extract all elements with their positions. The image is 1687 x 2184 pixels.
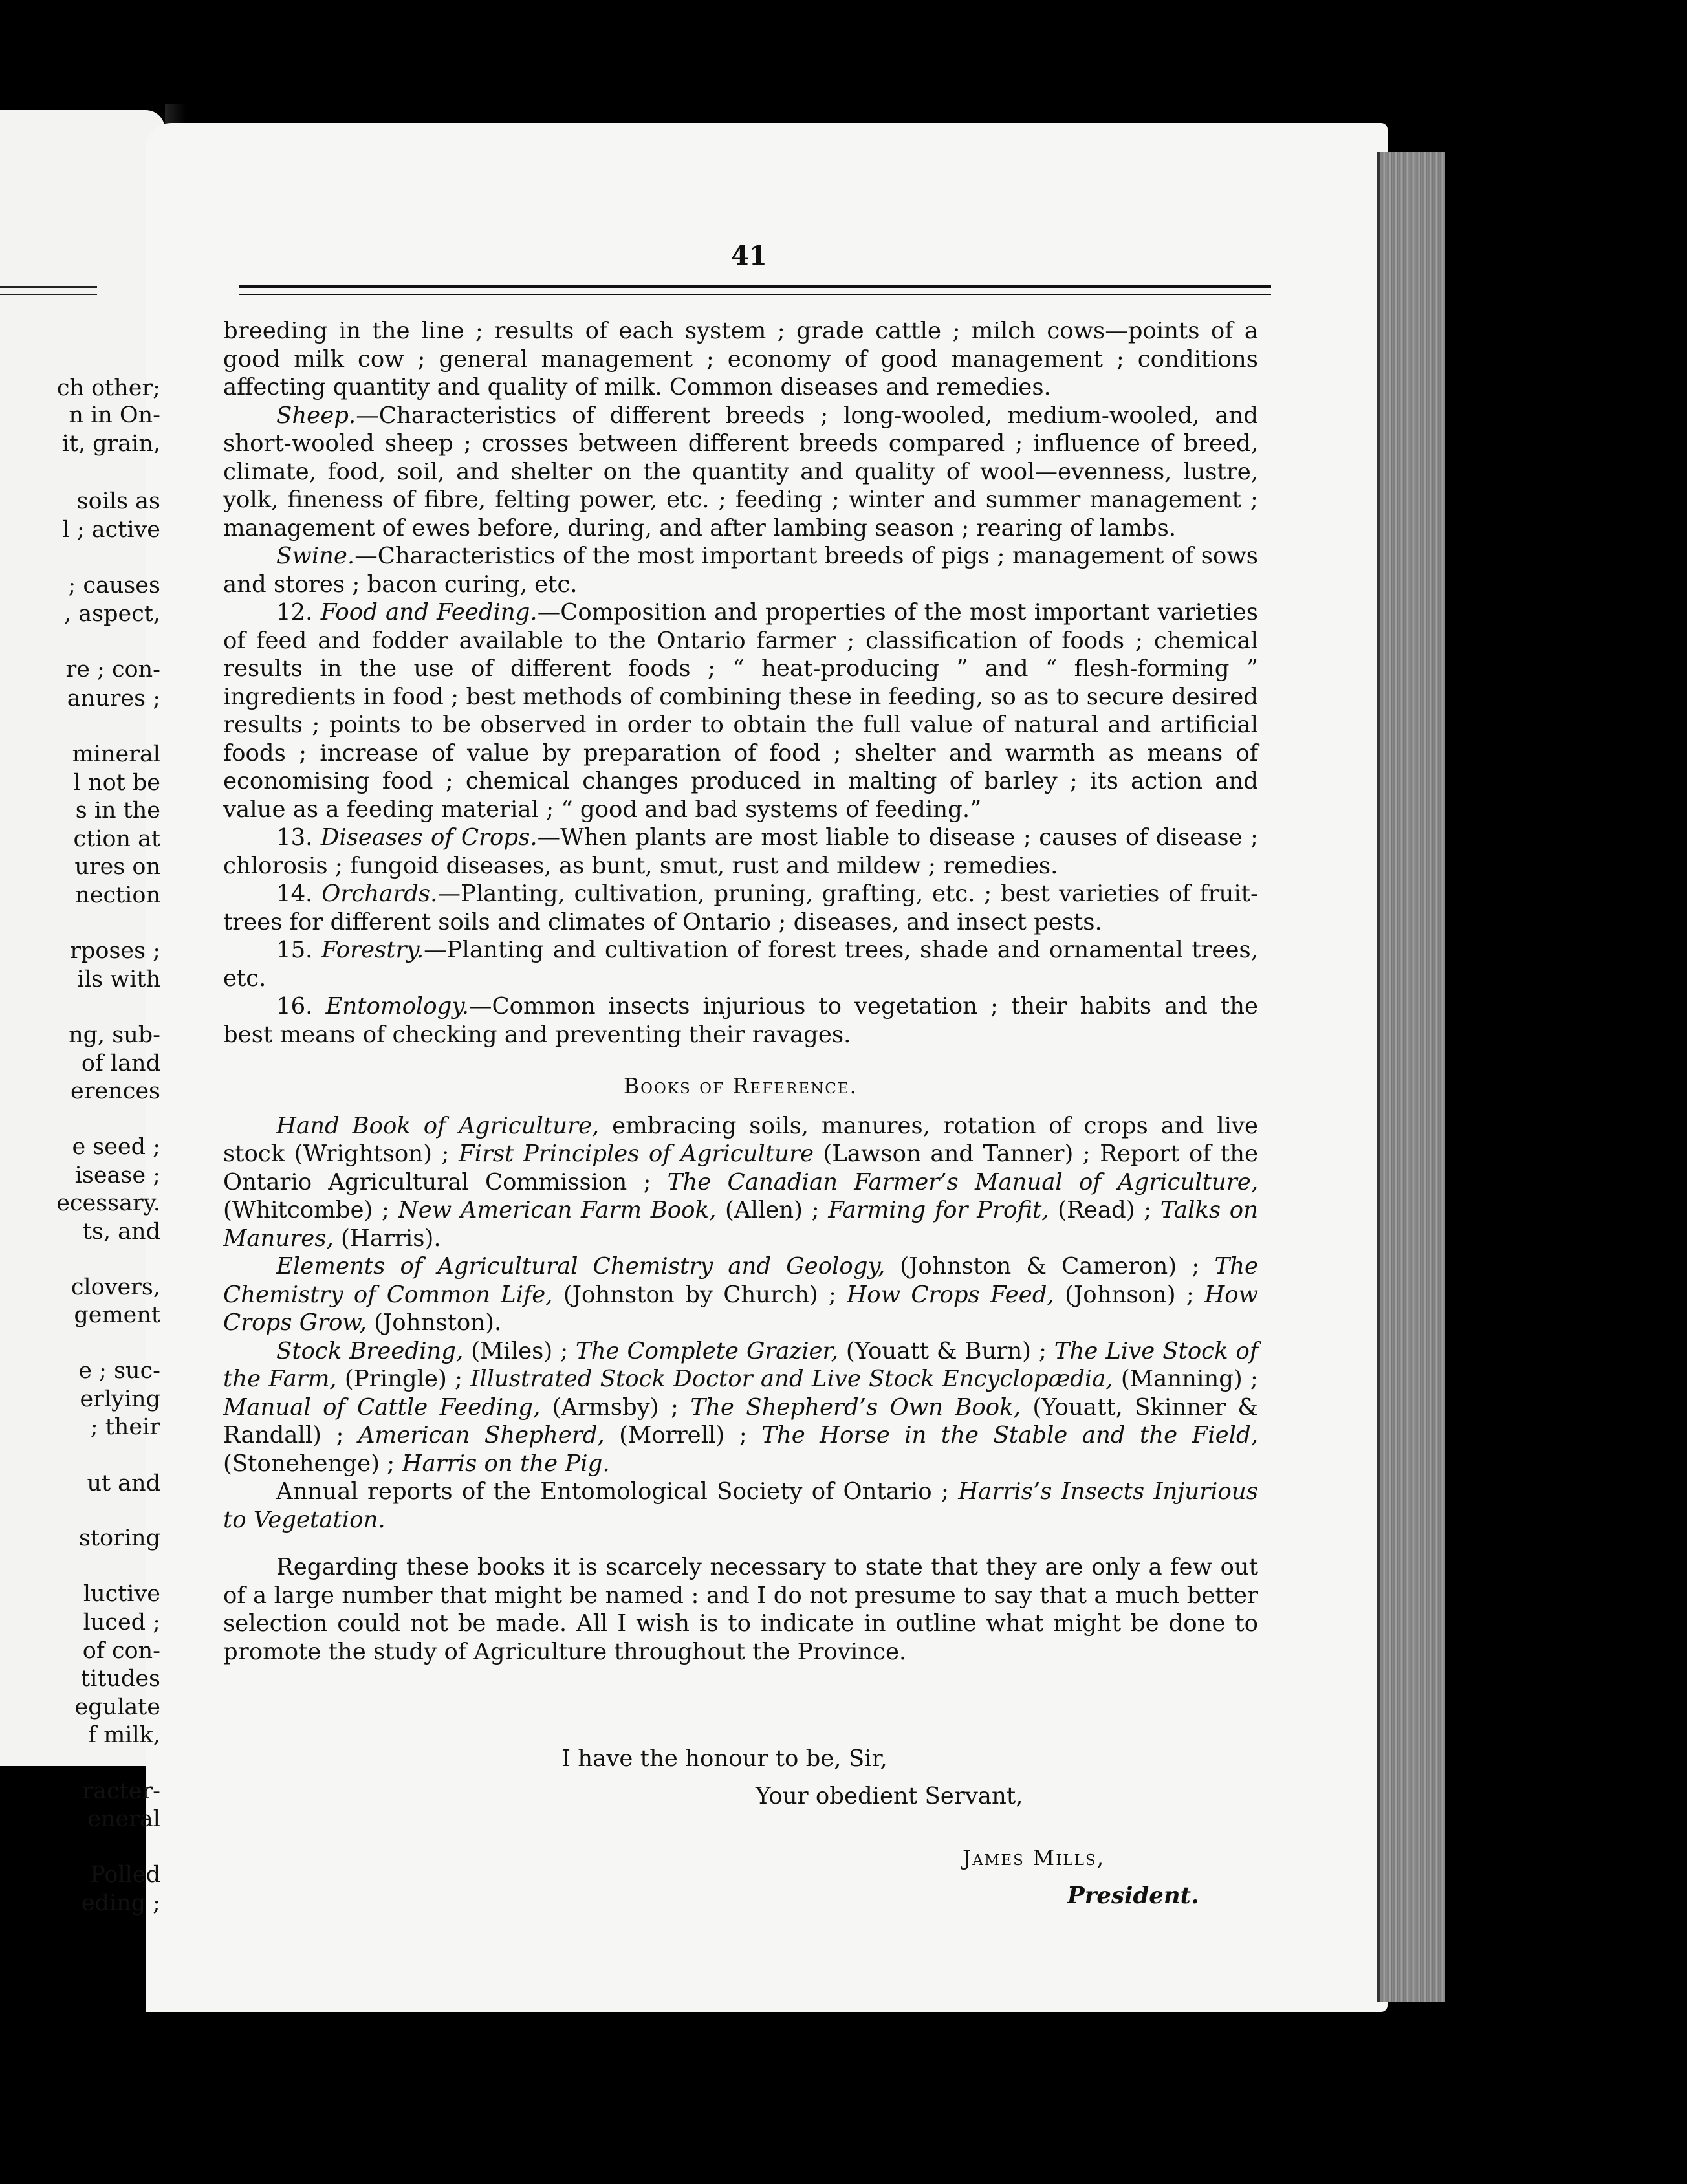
item-13 (223, 824, 1258, 880)
closing-paragraph: Regarding these books it is scarcely necessary to state that they are only a few out of a large number that might be named : and I do not presume to say that a much better selection could not be made. All I wish is to indicate in outline what might be done to promote the study of Agriculture throughout the Province. (223, 1554, 1258, 1665)
item-number: 15. (276, 937, 313, 963)
reference-text: (Miles) ; (463, 1337, 576, 1364)
reference-text: Annual reports of the Entomological Society of Ontario ; (276, 1478, 959, 1505)
facing-page-line: ng, sub- (69, 1022, 160, 1048)
reference-title: Elements of Agricultural Chemistry and Geology, (276, 1253, 886, 1280)
reference-title: Stock Breeding, (276, 1337, 464, 1364)
facing-page-line: of con- (82, 1638, 160, 1664)
paragraph-cattle: breeding in the line ; results of each system ; grade cattle ; milch cows—points of a good milk cow ; general management ; economy of good management ; conditions affecting quantity and quality of milk. Common diseases and remedies. (223, 318, 1258, 400)
facing-page-line: luced ; (83, 1610, 160, 1635)
facing-page-line: egulate (74, 1694, 160, 1720)
facing-page-line: e seed ; (72, 1134, 160, 1160)
reference-paragraph (223, 1478, 1258, 1534)
facing-page-line: of land (81, 1051, 160, 1076)
signature-complimentary-close: Your obedient Servant, (756, 1783, 1023, 1809)
facing-page-line: racter- (82, 1778, 160, 1804)
page-body-text (223, 317, 1258, 1666)
facing-page-line: ch other; (56, 375, 160, 401)
label-swine: Swine. (276, 543, 355, 569)
facing-page-line: gement (74, 1302, 160, 1328)
facing-page-line: storing (79, 1525, 160, 1551)
text-sheep: —Characteristics of different breeds ; long-wooled, medium-wooled, and short-wooled sheep ; crosses between different breeds compared ; influence of breed, climate, food, soil, and shelter on the quantity and quality of wool—evenness, lustre, yolk, fineness of fibre, felting power, etc. ; feeding ; winter and summer management ; management of ewes before, during, and after lambing season ; rearing of lambs. (223, 402, 1258, 541)
reference-title: First Principles of Agriculture (458, 1141, 814, 1167)
reference-title: Illustrated Stock Doctor and Live Stock Encyclopædia, (470, 1366, 1113, 1392)
item-text: —Planting and cultivation of forest trees, shade and ornamental trees, etc. (223, 937, 1258, 992)
reference-title: Harris on the Pig. (402, 1450, 610, 1477)
header-rule (239, 294, 1271, 295)
facing-page-line: n in On- (69, 402, 160, 428)
reference-text: (Whitcombe) ; (223, 1197, 398, 1223)
item-12 (223, 598, 1258, 824)
facing-page-rule (0, 286, 97, 288)
facing-page-line: eding ; (81, 1890, 160, 1916)
reference-title: The Horse in the Stable and the Field, (761, 1422, 1258, 1448)
facing-page-line: , aspect, (64, 601, 160, 627)
reference-title: American Shepherd, (358, 1422, 605, 1448)
reference-title: Manual of Cattle Feeding, (223, 1393, 541, 1421)
reference-text: (Manning) ; (1113, 1366, 1258, 1392)
facing-page-line: ut and (87, 1470, 160, 1496)
reference-text: (Pringle) ; (336, 1366, 471, 1392)
reference-title: The Chemistry of Common Life, (223, 1253, 1258, 1308)
facing-page-line: luctive (83, 1581, 160, 1607)
reference-text: (Read) ; (1049, 1197, 1160, 1223)
signature-salutation: I have the honour to be, Sir, (561, 1745, 887, 1772)
reference-title: The Live Stock of the Farm, (223, 1337, 1259, 1392)
reference-text: (Lawson and Tanner) ; Report of the Ontario Agricultural Commission ; (223, 1141, 1259, 1196)
facing-page-line: l ; active (62, 517, 160, 543)
page-number: 41 (731, 241, 767, 271)
facing-page-line: erlying (80, 1386, 160, 1412)
facing-page-line: e ; suc- (78, 1358, 160, 1384)
reference-title: Farming for Profit, (828, 1197, 1049, 1223)
facing-page-line: rposes ; (70, 938, 160, 964)
item-number: 12. (276, 599, 313, 626)
reference-text: (Stonehenge) ; (223, 1450, 402, 1477)
reference-title: The Canadian Farmer’s Manual of Agriculture, (667, 1168, 1258, 1196)
facing-page-line: erences (71, 1078, 160, 1104)
facing-page-line: ts, and (82, 1219, 160, 1245)
reference-text: (Youatt, Skinner & Randall) ; (223, 1393, 1258, 1448)
facing-page-line: mineral (72, 741, 160, 767)
item-label: Orchards. (321, 880, 438, 907)
item-label: Entomology. (325, 993, 470, 1020)
reference-title: Hand Book of Agriculture, (276, 1112, 600, 1139)
reference-title: The Complete Grazier, (576, 1337, 838, 1364)
reference-text: embracing soils, manures, rotation of crops and live stock (Wrightson) ; (223, 1112, 1258, 1167)
reference-title: How Crops Grow, (223, 1281, 1258, 1336)
reference-text: (Youatt & Burn) ; (838, 1337, 1054, 1364)
item-text: —Planting, cultivation, pruning, grafting, etc. ; best varieties of fruit-trees for different soils and climates of Ontario ; diseases, and insect pests. (223, 880, 1258, 935)
references-heading: Books of Reference. (623, 1073, 858, 1098)
reference-title: Talks on Manures, (223, 1197, 1258, 1252)
facing-page-line: it, grain, (61, 431, 160, 457)
reference-text: (Morrell) ; (604, 1422, 762, 1448)
item-label: Forestry. (321, 937, 424, 963)
item-16 (223, 992, 1258, 1049)
facing-page-line: ures on (74, 854, 160, 880)
facing-page-line: isease ; (74, 1163, 160, 1188)
facing-page-line: re ; con- (65, 657, 160, 682)
reference-text: (Johnston by Church) ; (552, 1281, 847, 1308)
facing-page-line: l not be (73, 770, 160, 796)
item-label: Food and Feeding. (320, 599, 538, 626)
item-number: 16. (276, 993, 313, 1020)
label-sheep: Sheep. (276, 402, 356, 429)
signature-title: President. (1067, 1883, 1199, 1909)
reference-text: (Johnson) ; (1054, 1281, 1205, 1308)
reference-text: (Harris). (333, 1225, 441, 1252)
facing-page-line: ; causes (68, 573, 160, 598)
item-label: Diseases of Crops. (320, 824, 538, 851)
reference-text: (Johnston). (366, 1309, 502, 1336)
item-15 (223, 936, 1258, 992)
facing-page-line: clovers, (71, 1274, 160, 1300)
facing-page-line: anures ; (67, 686, 160, 712)
reference-title: New American Farm Book, (398, 1197, 717, 1223)
facing-page-line: nection (75, 882, 160, 908)
item-text: —When plants are most liable to disease ; causes of disease ; chlorosis ; fungoid diseases, as bunt, smut, rust and mildew ; remedies. (223, 824, 1258, 879)
facing-page-line: s in the (75, 798, 160, 824)
facing-page-line: ils with (76, 966, 160, 992)
reference-paragraph (223, 1337, 1258, 1478)
facing-page-rule (0, 294, 97, 295)
facing-page-line: eneral (87, 1806, 160, 1832)
reference-title: How Crops Feed, (847, 1281, 1054, 1308)
reference-text: (Armsby) ; (540, 1393, 691, 1421)
facing-page-line: f milk, (88, 1722, 160, 1748)
page-fore-edge (1377, 152, 1445, 2002)
item-text: —Common insects injurious to vegetation ; their habits and the best means of checking and preventing their ravages. (223, 993, 1258, 1048)
reference-title: Harris’s Insects Injurious to Vegetation. (223, 1478, 1258, 1533)
reference-text: (Johnston & Cameron) ; (885, 1253, 1215, 1280)
facing-page-line: ecessary. (56, 1190, 160, 1216)
item-14 (223, 880, 1258, 936)
signature-name: James Mills, (963, 1845, 1105, 1870)
reference-paragraph (223, 1112, 1258, 1253)
facing-page-line: soils as (76, 488, 160, 514)
facing-page-line: Polled (90, 1862, 160, 1888)
header-rule (239, 285, 1271, 288)
facing-page-line: titudes (81, 1666, 160, 1692)
facing-page-line: ction at (73, 826, 160, 852)
paragraph-swine (223, 542, 1258, 598)
paragraph-sheep (223, 402, 1258, 543)
item-text: —Composition and properties of the most important varieties of feed and fodder available to the Ontario farmer ; classification of foods ; chemical results in the use of different foods ; “ heat-producing ” and “ flesh-forming ” ingredients in food ; best methods of combining these in feeding, so as to secure desired results ; points to be observed in order to obtain the full value of natural and artificial foods ; increase of value by preparation of food ; shelter and warmth as means of economising food ; chemical changes produced in malting of barley ; its action and value as a feeding material ; “ good and bad systems of feeding.” (223, 599, 1258, 823)
item-number: 14. (276, 880, 313, 907)
text-swine: —Characteristics of the most important breeds of pigs ; management of sows and stores ; bacon curing, etc. (223, 543, 1258, 598)
reference-paragraph (223, 1252, 1258, 1337)
item-number: 13. (276, 824, 313, 851)
reference-title: The Shepherd’s Own Book, (690, 1393, 1021, 1421)
facing-page-line: ; their (90, 1414, 160, 1440)
reference-text: (Allen) ; (716, 1197, 829, 1223)
